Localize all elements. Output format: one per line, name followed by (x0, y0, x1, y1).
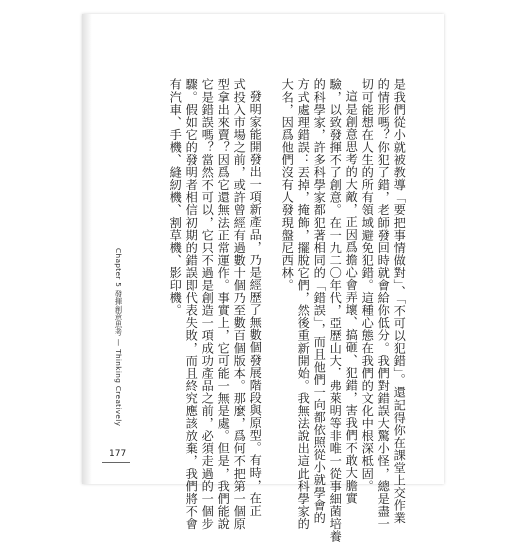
text-column: 有汽車、手機、縫紉機、割草機、影印機。 (168, 78, 183, 317)
page-number-rule (102, 462, 130, 463)
text-column: 驗，以致發揮不了創意。在一九二〇年代，亞歷山大．弗萊明等非唯一從事細菌培養 (328, 78, 343, 542)
text-column: 是我們從小就被教導「要把事情做對」、「不可以犯錯」。還記得你在課堂上交作業 (392, 78, 407, 525)
text-column: 的情形嗎？你犯了錯，老師發回時就會給你低分。我們對錯誤大驚小怪，總是盡一 (376, 78, 391, 530)
text-column: 發明家能開發出一項新產品，乃是經歷了無數個發展階段與原型。有時，在正 (248, 90, 263, 517)
text-column: 式投入市場之前，或許曾經有過數十個乃至數百個版本。那麼，爲何不把第一個原 (232, 78, 247, 530)
text-column: 切可能想在人生的所有領域避免犯錯。這種心態在我們的文化中根深柢固。 (360, 78, 375, 493)
text-column: 大名，因爲他們沒有人發現盤尼西林。 (280, 78, 295, 292)
text-column: 這是創意思考的大敵，正因爲擔心會弄壞、搞砸、犯錯，害我們不敢大膽實 (344, 90, 359, 505)
text-column: 驟。假如它的發明者相信初期的錯誤即代表失敗，而且終究應該放棄，我們將不會 (184, 78, 199, 530)
text-column: 方式處理錯誤：丟掉，掩飾，擺脫它們，然後重新開始。我無法說出這此科學家的 (296, 78, 311, 530)
text-column: 它是錯誤嗎？當然不可以，它只不過是創造一項成功產品之前，必須走過的一個步 (200, 78, 215, 530)
text-column: 的科學家，許多科學家都犯著相同的「錯誤」，而且他們一向都依照從小就學會的 (312, 78, 327, 524)
text-column: 型拿出來賣？因爲它還無法正常運作。事實上，它可能一無是處。但是，我們能說 (216, 78, 231, 530)
spine-shadow (82, 14, 92, 484)
running-head: Chapter 5 發揮創意思考 — Thinking Creatively (114, 248, 123, 427)
page-number: 177 (109, 449, 127, 459)
